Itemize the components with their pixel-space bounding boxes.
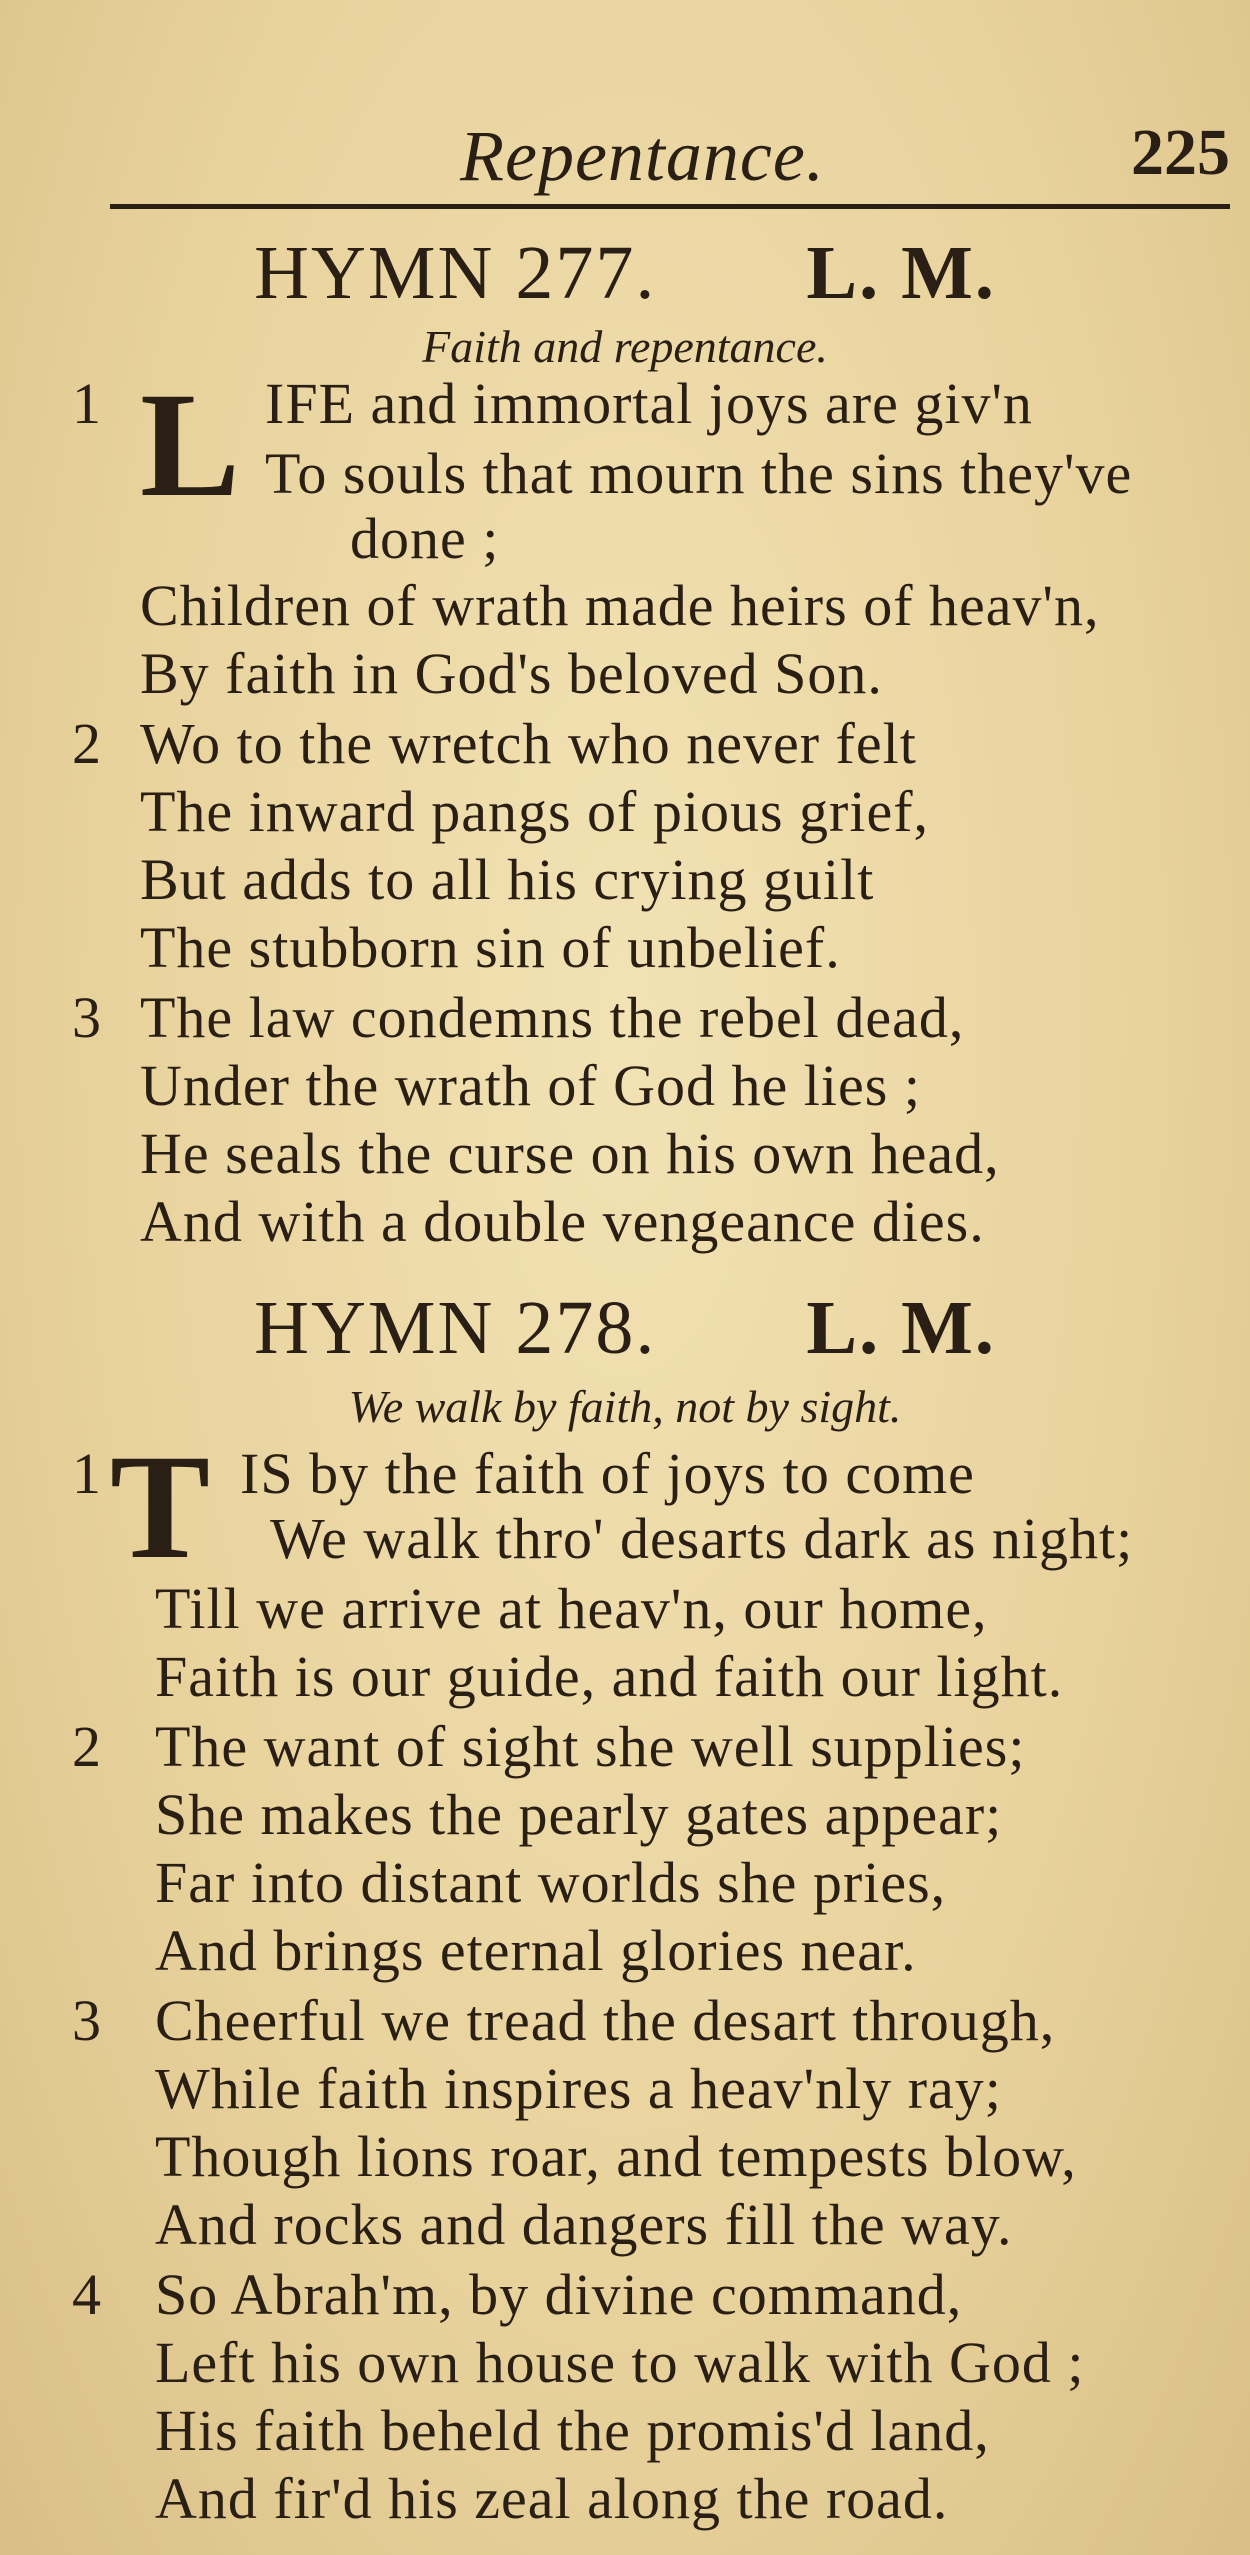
drop-cap: T [110,1424,211,1590]
verse-line: And fir'd his zeal along the road. [155,2466,949,2531]
verse-line: She makes the pearly gates appear; [155,1782,1003,1847]
hymn-title [0,230,1250,317]
verse-line: But adds to all his crying guilt [140,847,875,912]
verse-line: Far into distant worlds she pries, [155,1850,947,1915]
verse-line: And rocks and dangers fill the way. [155,2192,1013,2257]
verse-line: And brings eternal glories near. [155,1918,917,1983]
verse-line: The stubborn sin of unbelief. [140,915,841,980]
verse-line: Till we arrive at heav'n, our home, [155,1576,988,1641]
drop-cap: L [140,362,241,528]
stanza-number: 2 [72,1714,101,1779]
page-header [0,110,1250,210]
verse-line: So Abrah'm, by divine command, [155,2262,963,2327]
verse-line: While faith inspires a heav'nly ray; [155,2056,1002,2121]
verse-line: Left his own house to walk with God ; [155,2330,1085,2395]
verse-line: By faith in God's beloved Son. [140,641,883,706]
stanza-number: 1 [72,371,101,436]
stanza-number: 4 [72,2262,101,2327]
verse-line: Under the wrath of God he lies ; [140,1053,921,1118]
verse-line: His faith beheld the promis'd land, [155,2398,990,2463]
verse-line: done ; [350,506,500,571]
verse-line: Wo to the wretch who never felt [140,711,917,776]
verse-line: The inward pangs of pious grief, [140,779,930,844]
stanza-number: 2 [72,711,101,776]
verse-line: Faith is our guide, and faith our light. [155,1644,1064,1709]
stanza-number: 3 [72,1988,101,2053]
page-number: 225 [1131,116,1230,189]
verse-line: To souls that mourn the sins they've [265,441,1133,506]
stanza-number: 1 [72,1441,101,1506]
verse-line: And with a double vengeance dies. [140,1189,985,1254]
header-rule [110,204,1230,209]
hymn-subtitle: We walk by faith, not by sight. [348,1381,902,1432]
verse-line: The law condemns the rebel dead, [140,985,965,1050]
stanza-number: 3 [72,985,101,1050]
verse-line: IFE and immortal joys are giv'n [265,371,1033,436]
verse-line: We walk thro' desarts dark as night; [270,1506,1134,1571]
hymn-meter: L. M. [806,231,996,315]
verse-line: Cheerful we tread the desart through, [155,1988,1056,2053]
verse-line: Children of wrath made heirs of heav'n, [140,573,1100,638]
hymn-title [0,1285,1250,1372]
verse-line: The want of sight she well supplies; [155,1714,1026,1779]
running-title: Repentance. [460,116,825,196]
verse-line: He seals the curse on his own head, [140,1121,1000,1186]
verse-line: Though lions roar, and tempests blow, [155,2124,1077,2189]
hymn-number: HYMN 277. [254,231,657,315]
hymn-meter: L. M. [806,1286,996,1370]
verse-line: IS by the faith of joys to come [240,1441,975,1506]
hymn-number: HYMN 278. [254,1286,657,1370]
hymn-subtitle: Faith and repentance. [422,321,828,372]
